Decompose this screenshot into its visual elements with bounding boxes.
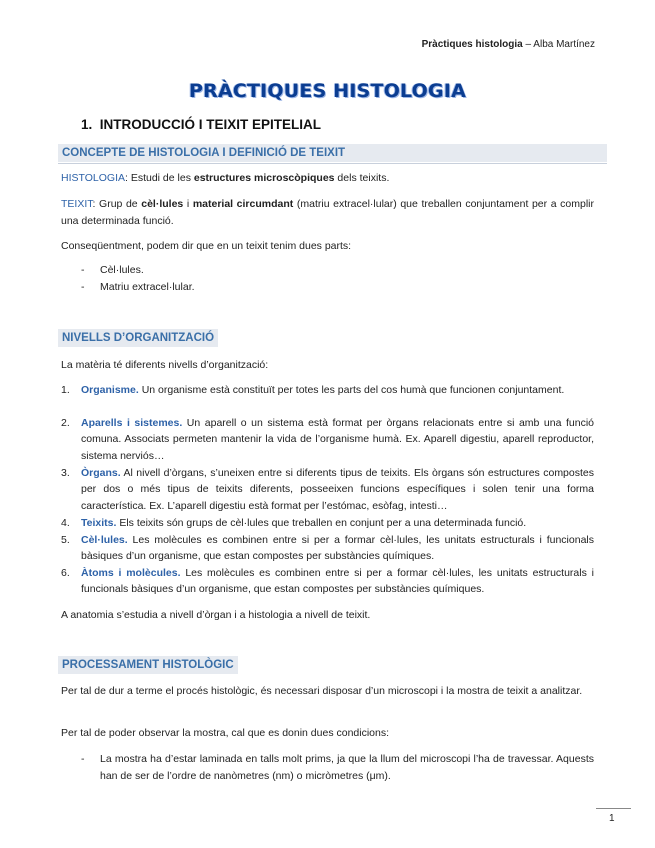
text-fragment: dels teixits. [334,172,390,184]
paragraph-histologia [61,170,594,187]
paragraph-processing-2: Per tal de poder observar la mostra, cal que es donin dues condicions: [61,727,390,739]
subheading-processing: PROCESSAMENT HISTOLÒGIC [58,656,238,674]
list-item-text: Cèl·lules. [100,264,144,276]
section-heading [81,117,321,132]
item-term: Òrgans. [81,467,121,479]
paragraph-processing-1: Per tal de dur a terme el procés histològic, és necessari disposar d’un microscopi i la mostra de teixit a analitzar. [61,685,583,697]
subheading-concept: CONCEPTE DE HISTOLOGIA I DEFINICIÓ DE TEIXIT [58,144,607,162]
term-teixit: TEIXIT [61,198,93,210]
item-number: 4. [61,517,70,529]
paragraph-teixit [61,196,594,229]
document-page: Pràctiques histologia – Alba Martínez PRÀCTIQUES HISTOLOGIA 1. INTRODUCCIÓ I TEIXIT EPITELIAL CONCEPTE DE HISTOLOGIA I DEFINICIÓ DE TEIXIT HISTOLOGIA: Estudi de les estructures microscòpiques dels teixits. TEIXIT: Grup de cèl·lules i material circumdant (matriu extracel·lular) que treballen conjuntament per a complir una determinada funció. Conseqüentment, podem dir que en un teixit tenim dues parts: - Cèl·lules. - Matriu extracel·lular. NIVELLS D’ORGANITZACIÓ La matèria té diferents nivells d’organització: 1. Organisme. Un organisme està constituït per totes les parts del cos humà que funcionen conjuntament. 2. Aparells i sistemes. Un aparell o un sistema està format per òrgans relacionats entre si amb una funció comuna. Associats permeten mantenir la vida de l’organisme humà. Ex. Aparell digestiu, aparell reproductor, sistema nerviós… 3. Òrgans. Al nivell d’òrgans, s’uneixen entre si diferents tipus de teixits. Els òrgans són estructures compostes per dos o més tipus de teixits diferents, posseeixen funcions específiques i solen tenir una forma característica. Ex. L’aparell digestiu està format per l’estómac, esòfag, intesti… 4. Teixits. Els teixits són grups de cèl·lules que treballen en conjunt per a una determinada funció. 5. Cèl·lules. Les molècules es combinen entre si per a formar cèl·lules, les unitats estructurals i funcionals bàsiques d’un organisme, que estan compostes per substàncies químiques. 6. Àtoms i molècules. Les molècules es combinen entre si per a formar cèl·lules, les unitats estructurals i funcionals bàsiques d’un organisme, que estan compostes per substàncies químiques. A anatomia s’estudia a nivell d’òrgan i a histologia a nivell de teixit. PROCESSAMENT HISTOLÒGIC Per tal de dur a terme el procés histològic, és necessari disposar d’un microscopi i la mostra de teixit a analitzar. Per tal de poder observar la mostra, cal que es donin dues condicions: - La mostra ha d’estar laminada en talls molt prims, ja que la llum del microscopi l’ha de travessar. Aquests han de ser de l’ordre de nanòmetres (nm) o micròmetres (μm). 1 [0,0,655,848]
paragraph-levels-intro: La matèria té diferents nivells d’organització: [61,359,269,371]
header-title: Pràctiques histologia [421,39,523,50]
item-term: Teixits. [81,517,117,529]
section-number: 1. [81,117,93,132]
paragraph-consequence: Conseqüentment, podem dir que en un teixit tenim dues parts: [61,240,352,252]
paragraph-levels-closing: A anatomia s’estudia a nivell d’òrgan i a histologia a nivell de teixit. [61,609,371,621]
text-bold: estructures microscòpiques [193,172,335,184]
item-number: 6. [61,567,70,579]
level-item [61,515,594,531]
item-term: Àtoms i molècules. [81,567,181,579]
item-number: 1. [61,384,70,396]
subheading-levels: NIVELLS D’ORGANITZACIÓ [58,329,218,347]
document-title: PRÀCTIQUES HISTOLOGIA [188,80,466,102]
item-term: Cèl·lules. [81,534,128,546]
item-term: Aparells i sistemes. [81,417,183,429]
item-number: 5. [61,534,70,546]
item-text: Les molècules es combinen entre si per a formar cèl·lules, les unitats estructurals i funcionals bàsiques d’un organisme, que estan compostes per substàncies químiques. [81,534,594,563]
list-item-text: La mostra ha d’estar laminada en talls molt prims, ja que la llum del microscopi l’ha de travessar. Aquests han de ser de l’ordre de nanòmetres (nm) o micròmetres (μm). [100,753,594,782]
text-bold: material circumdant [192,198,294,210]
level-item [61,465,594,514]
item-number: 2. [61,417,70,429]
text-bold: cèl·lules [141,198,184,210]
text-fragment: : Grup de [92,198,142,210]
item-term: Organisme. [81,384,139,396]
page-number: 1 [609,813,615,824]
level-item [61,382,594,398]
text-fragment: i [183,198,193,210]
item-text: Al nivell d’òrgans, s’uneixen entre si diferents tipus de teixits. Els òrgans són estructures compostes per dos o més tipus de teixits diferents, posseeixen funcions específiques i solen tenir una forma característica. Ex. L’aparell digestiu està format per l’estómac, esòfag, intesti… [81,467,594,512]
header-author: – Alba Martínez [522,39,595,50]
list-item: - La mostra ha d’estar laminada en talls molt prims, ja que la llum del microscopi l’ha de travessar. Aquests han de ser de l’ordre de nanòmetres (nm) o micròmetres (μm). [81,751,594,784]
item-text: Els teixits són grups de cèl·lules que treballen en conjunt per a una determinada funció. [116,517,527,529]
text-fragment: : Estudi de les [125,172,194,184]
item-number: 3. [61,467,70,479]
footer-rule [596,808,631,809]
item-text: Les molècules es combinen entre si per a formar cèl·lules, les unitats estructurals i funcionals bàsiques d’un organisme, que estan compostes per substàncies químiques. [81,567,594,596]
level-item [61,415,594,464]
item-text: Un organisme està constituït per totes les parts del cos humà que funcionen conjuntament. [138,384,565,396]
text-fragment: (matriu extracel·lular) que treballen conjuntament per a complir una determinada funció. [61,198,594,227]
term-histologia: HISTOLOGIA [61,172,125,184]
running-header [422,39,595,50]
level-item [61,565,594,598]
level-item [61,532,594,565]
section-title: INTRODUCCIÓ I TEIXIT EPITELIAL [99,117,322,132]
item-text: Un aparell o un sistema està format per òrgans relacionats entre si amb una funció comuna. Associats permeten mantenir la vida de l’organisme humà. Ex. Aparell digestiu, aparell reproductor, sistema nerviós… [81,417,594,462]
list-item-text: Matriu extracel·lular. [100,281,195,293]
